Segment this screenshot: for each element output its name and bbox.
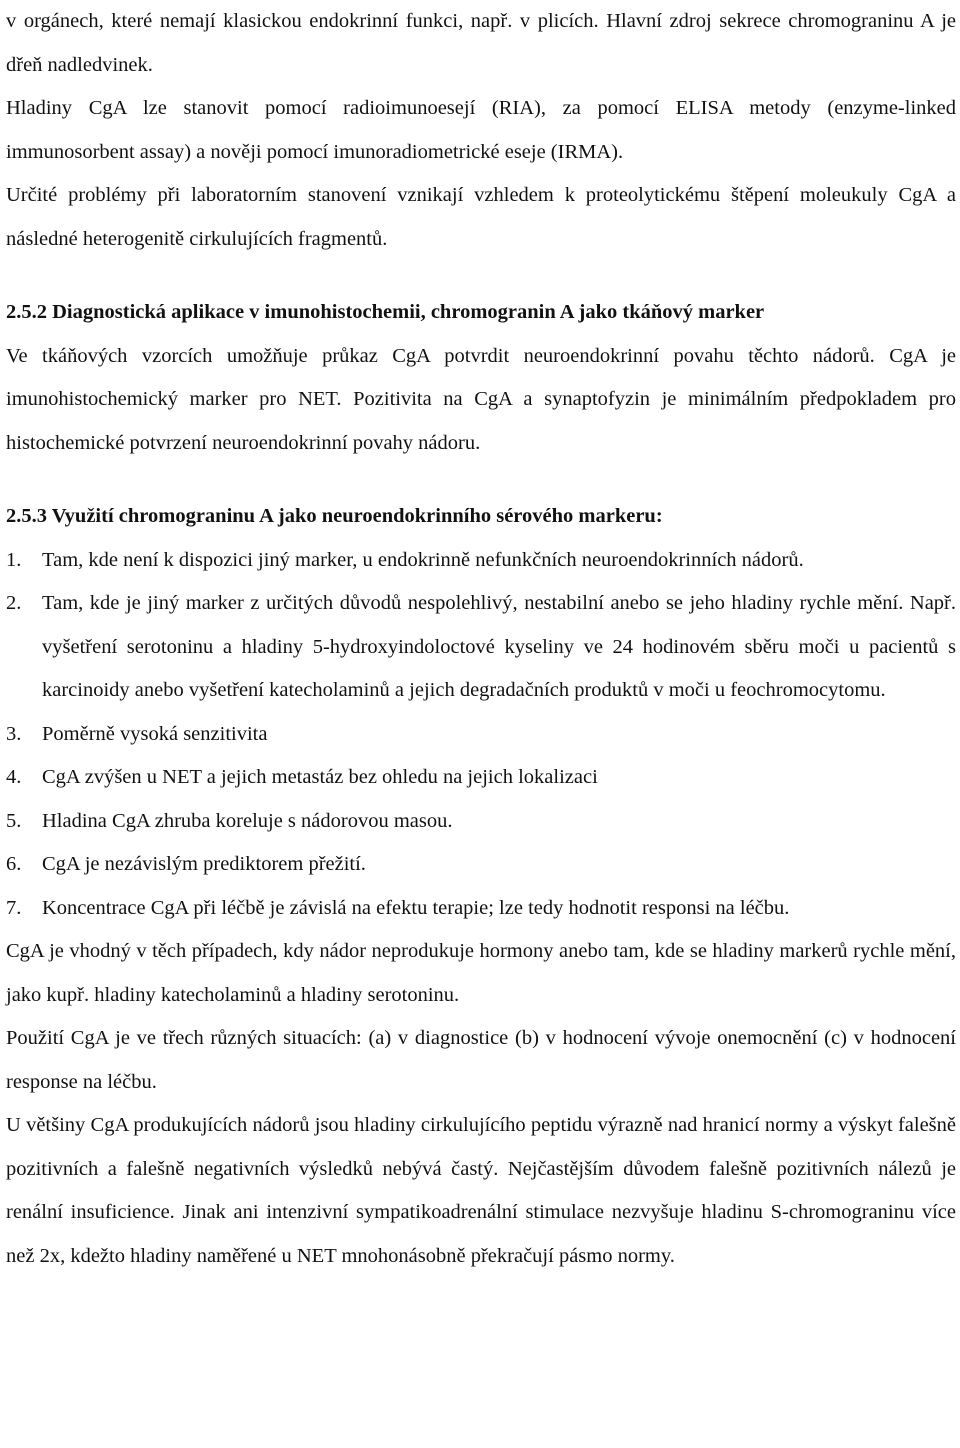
- list-item-number: 1.: [6, 548, 22, 571]
- list-item: [6, 887, 956, 931]
- spacer: [6, 261, 956, 291]
- list-item-text: CgA zvýšen u NET a jejich metastáz bez ohledu na jejich lokalizaci: [42, 766, 598, 788]
- list-item-text: Tam, kde je jiný marker z určitých důvodů nespolehlivý, nestabilní anebo se jeho hladiny rychle mění. Např. vyšetření serotoninu a hladiny 5-hydroxyindoloctové kyseliny ve 24 hodinovém sběru moči u pacientů s karcinoidy anebo vyšetření katecholaminů a jejich degradačních produktů v moči u feochromocytomu.: [42, 592, 956, 701]
- list-item: [6, 800, 956, 844]
- section-heading-2-5-3: 2.5.3 Využití chromograninu A jako neuroendokrinního sérového markeru:: [6, 505, 663, 527]
- list-item-number: 7.: [6, 896, 22, 919]
- list-item-text: Poměrně vysoká senzitivita: [42, 722, 268, 745]
- paragraph-false-positives: U většiny CgA produkujících nádorů jsou hladiny cirkulujícího peptidu výrazně nad hranicí normy a výskyt falešně pozitivních a falešně negativních výsledků nebývá častý. Nejčastějším důvodem falešně pozitivních nálezů je renální insuficience. Jinak ani intenzivní sympatikoadrenální stimulace nezvyšuje hladinu S-chromograninu více než 2x, kdežto hladiny naměřené u NET mnohonásobně překračují pásmo normy.: [6, 1114, 956, 1267]
- list-item-text: Hladina CgA zhruba koreluje s nádorovou masou.: [42, 809, 453, 832]
- section-heading-2-5-2: 2.5.2 Diagnostická aplikace v imunohistochemii, chromogranin A jako tkáňový marker: [6, 301, 765, 323]
- list-item-text: Koncentrace CgA při léčbě je závislá na efektu terapie; lze tedy hodnotit responsi na léčbu.: [42, 896, 790, 919]
- list-item: [6, 713, 956, 757]
- list-item-number: 5.: [6, 809, 22, 832]
- list-item-number: 6.: [6, 853, 22, 875]
- paragraph-suitability: CgA je vhodný v těch případech, kdy nádor neprodukuje hormony anebo tam, kde se hladiny markerů rychle mění, jako kupř. hladiny katecholaminů a hladiny serotoninu.: [6, 940, 956, 1006]
- paragraph-usage-situations: Použití CgA je ve třech různých situacích: (a) v diagnostice (b) v hodnocení vývoje onemocnění (c) v hodnocení response na léčbu.: [6, 1027, 956, 1093]
- list-item: [6, 843, 956, 887]
- usage-list: [6, 539, 956, 931]
- list-item-number: 4.: [6, 766, 22, 788]
- list-item-number: 3.: [6, 722, 22, 745]
- list-item-text: Tam, kde není k dispozici jiný marker, u endokrinně nefunkčních neuroendokrinních nádorů.: [42, 548, 804, 571]
- paragraph-problems: Určité problémy při laboratorním stanovení vznikají vzhledem k proteolytickému štěpení moleukuly CgA a následné heterogenitě cirkulujících fragmentů.: [6, 184, 956, 250]
- document-page: [6, 0, 956, 1278]
- paragraph-secretion: v orgánech, které nemají klasickou endokrinní funkci, např. v plicích. Hlavní zdroj sekrece chromograninu A je dřeň nadledvinek.: [6, 10, 956, 76]
- list-item: [6, 756, 956, 800]
- list-item-number: 2.: [6, 592, 22, 614]
- paragraph-immunohistochemistry: Ve tkáňových vzorcích umožňuje průkaz CgA potvrdit neuroendokrinní povahu těchto nádorů. CgA je imunohistochemický marker pro NET. Pozitivita na CgA a synaptofyzin je minimálním předpokladem pro histochemické potvrzení neuroendokrinní povahy nádoru.: [6, 344, 956, 454]
- list-item: [6, 539, 956, 583]
- list-item-text: CgA je nezávislým prediktorem přežití.: [42, 853, 366, 875]
- paragraph-methods: Hladiny CgA lze stanovit pomocí radioimunoesejí (RIA), za pomocí ELISA metody (enzyme-linked immunosorbent assay) a nověji pomocí imunoradiometrické eseje (IRMA).: [6, 97, 956, 163]
- spacer: [6, 465, 956, 495]
- list-item: [6, 582, 956, 713]
